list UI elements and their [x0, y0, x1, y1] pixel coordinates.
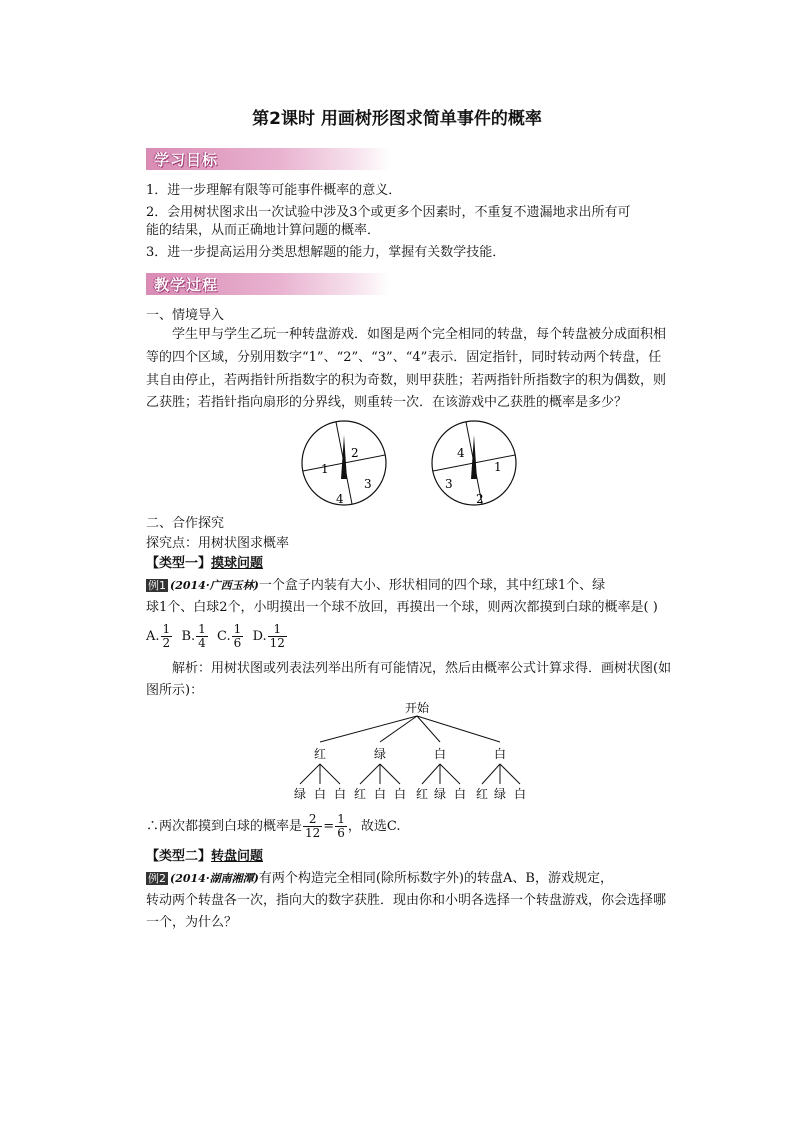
- conclusion-fraction-2: [335, 813, 347, 840]
- type1-title: 摸球问题: [211, 556, 264, 571]
- option-d-num: 1: [268, 623, 287, 637]
- spinner-1-label-1: 1: [321, 462, 329, 476]
- conclusion-prefix: ∴两次都摸到白球的概率是: [146, 819, 303, 834]
- tree-l2-1-1: 白: [373, 787, 387, 801]
- intro-heading: 一、情境导入: [146, 308, 225, 323]
- tree-l2-2-1: 绿: [433, 787, 447, 801]
- goal-item-2-cont: 能的结果，从而正确地计算问题的概率．: [146, 223, 381, 238]
- intro-line-4: 乙获胜；若指针指向扇形的分界线，则重转一次．在该游戏中乙获胜的概率是多少？: [146, 395, 628, 410]
- tree-l1-white-a: 白: [433, 747, 447, 761]
- tree-l1-green: 绿: [373, 747, 387, 761]
- option-b-letter: B.: [181, 629, 196, 644]
- intro-line-1: 学生甲与学生乙玩一种转盘游戏．如图是两个完全相同的转盘，每个转盘被分成面积相: [172, 327, 667, 342]
- option-b-den: 4: [198, 636, 206, 650]
- tree-l2-2-2: 白: [453, 787, 467, 801]
- tree-l2-3-1: 绿: [493, 787, 507, 801]
- example2-text-1: 有两个构造完全相同(除所标数字外)的转盘A、B，游戏规定，: [258, 871, 613, 886]
- option-a[interactable]: [146, 622, 173, 650]
- option-d-fraction: [268, 623, 287, 650]
- coop-heading: 二、合作探究: [146, 516, 225, 531]
- option-a-letter: A.: [146, 629, 160, 644]
- spinner-2-label-1: 1: [494, 460, 502, 474]
- option-a-den: 2: [162, 636, 171, 650]
- spinner-1: [302, 421, 386, 506]
- spinner-2-label-4: 4: [457, 446, 465, 460]
- page-title: 第2课时 用画树形图求简单事件的概率: [252, 109, 542, 129]
- tree-diagram: [280, 698, 540, 806]
- option-b[interactable]: [181, 622, 208, 650]
- option-d-letter: D.: [252, 629, 267, 644]
- spinner-2-label-3: 3: [445, 477, 453, 491]
- intro-line-3: 其自由停止，若两指针所指数字的积为奇数，则甲获胜；若两指针所指数字的积为偶数，则: [146, 373, 667, 388]
- example1-text-1: 一个盒子内装有大小、形状相同的四个球，其中红球1个、绿: [258, 578, 606, 593]
- analysis-line-1: 解析：用树状图或列表法列举出所有可能情况，然后由概率公式计算求得．画树状图(如: [172, 661, 672, 676]
- spinner-1-label-4: 4: [336, 492, 344, 506]
- example2-label: 例2: [148, 872, 166, 885]
- section-banner-process: [146, 273, 390, 295]
- type2-prefix: 【类型二】: [146, 849, 212, 864]
- tree-l2-2-0: 红: [415, 787, 429, 801]
- goal-item-2: 2．会用树状图求出一次试验中涉及3个或更多个因素时，不重复不遗漏地求出所有可: [146, 205, 631, 220]
- option-b-fraction: [196, 623, 208, 650]
- spinner-1-label-2: 2: [351, 446, 359, 460]
- tree-l2-0-1: 白: [313, 787, 327, 801]
- tree-l2-0-0: 绿: [293, 787, 307, 801]
- option-b-num: 1: [198, 622, 206, 636]
- goal-item-3: 3．进一步提高运用分类思想解题的能力，掌握有关数学技能．: [146, 245, 506, 260]
- tree-l1-white-b: 白: [493, 747, 507, 761]
- option-a-num: 1: [162, 622, 171, 636]
- tree-l2-3-2: 白: [513, 787, 527, 801]
- tree-l2-1-0: 红: [353, 787, 367, 801]
- spinner-1-pointer: [341, 435, 347, 479]
- example1-source: (2014·广西玉林): [170, 579, 259, 592]
- type1-heading: [146, 553, 263, 575]
- tree-l2-3-0: 红: [475, 787, 489, 801]
- option-a-fraction: [161, 623, 173, 650]
- spinner-figure: [296, 418, 526, 508]
- example1-line-2: 球1个、白球2个，小明摸出一个球不放回，再摸出一个球，则两次都摸到白球的概率是( ): [146, 600, 658, 615]
- example1-label: 例1: [148, 579, 166, 592]
- option-c[interactable]: [217, 622, 244, 650]
- spinner-2: [432, 421, 516, 506]
- conclusion-fraction-1: [303, 813, 322, 840]
- conclusion-line: [146, 812, 400, 842]
- example1-options: [146, 622, 288, 652]
- type2-title: 转盘问题: [211, 849, 264, 864]
- tree-l1-red: 红: [313, 747, 327, 761]
- option-c-den: 6: [233, 636, 242, 650]
- conclusion-equals: =: [323, 819, 335, 834]
- option-c-fraction: [232, 623, 244, 650]
- type2-heading: [146, 846, 263, 868]
- spinner-2-label-2: 2: [476, 492, 484, 506]
- example2-source: (2014·湖南湘潭): [170, 872, 259, 885]
- option-c-letter: C.: [217, 629, 231, 644]
- option-c-num: 1: [233, 622, 242, 636]
- option-d[interactable]: [252, 622, 288, 650]
- conclusion-f2-num: 1: [337, 812, 345, 826]
- conclusion-suffix: ，故选C.: [347, 819, 401, 834]
- conclusion-f1-num: 2: [303, 813, 322, 827]
- tree-l2-1-2: 白: [393, 787, 407, 801]
- analysis-line-2: 图所示)：: [146, 683, 204, 698]
- section-heading-process: 教学过程: [154, 276, 219, 294]
- option-d-den: 12: [269, 636, 285, 650]
- spinner-2-pointer: [471, 435, 477, 479]
- explore-point: 探究点：用树状图求概率: [146, 536, 290, 551]
- tree-edges: [300, 716, 520, 784]
- example1-line-1: [146, 575, 605, 597]
- example2-line-1: [146, 868, 613, 890]
- spinner-1-label-3: 3: [364, 477, 372, 491]
- conclusion-f2-den: 6: [337, 826, 345, 840]
- example2-line-3: 一个，为什么？: [146, 915, 238, 930]
- goal-item-1: 1．进一步理解有限等可能事件概率的意义．: [146, 183, 402, 198]
- tree-root: 开始: [404, 701, 430, 715]
- example2-line-2: 转动两个转盘各一次，指向大的数字获胜．现由你和小明各选择一个转盘游戏，你会选择哪: [146, 893, 667, 908]
- section-heading-goals: 学习目标: [154, 151, 219, 169]
- section-banner-goals: [146, 148, 390, 170]
- type1-prefix: 【类型一】: [146, 556, 212, 571]
- intro-line-2: 等的四个区域，分别用数字“1”、“2”、“3”、“4”表示．固定指针，同时转动两个转盘，任: [146, 350, 662, 365]
- tree-l2-0-2: 白: [333, 787, 347, 801]
- conclusion-f1-den: 12: [305, 826, 321, 840]
